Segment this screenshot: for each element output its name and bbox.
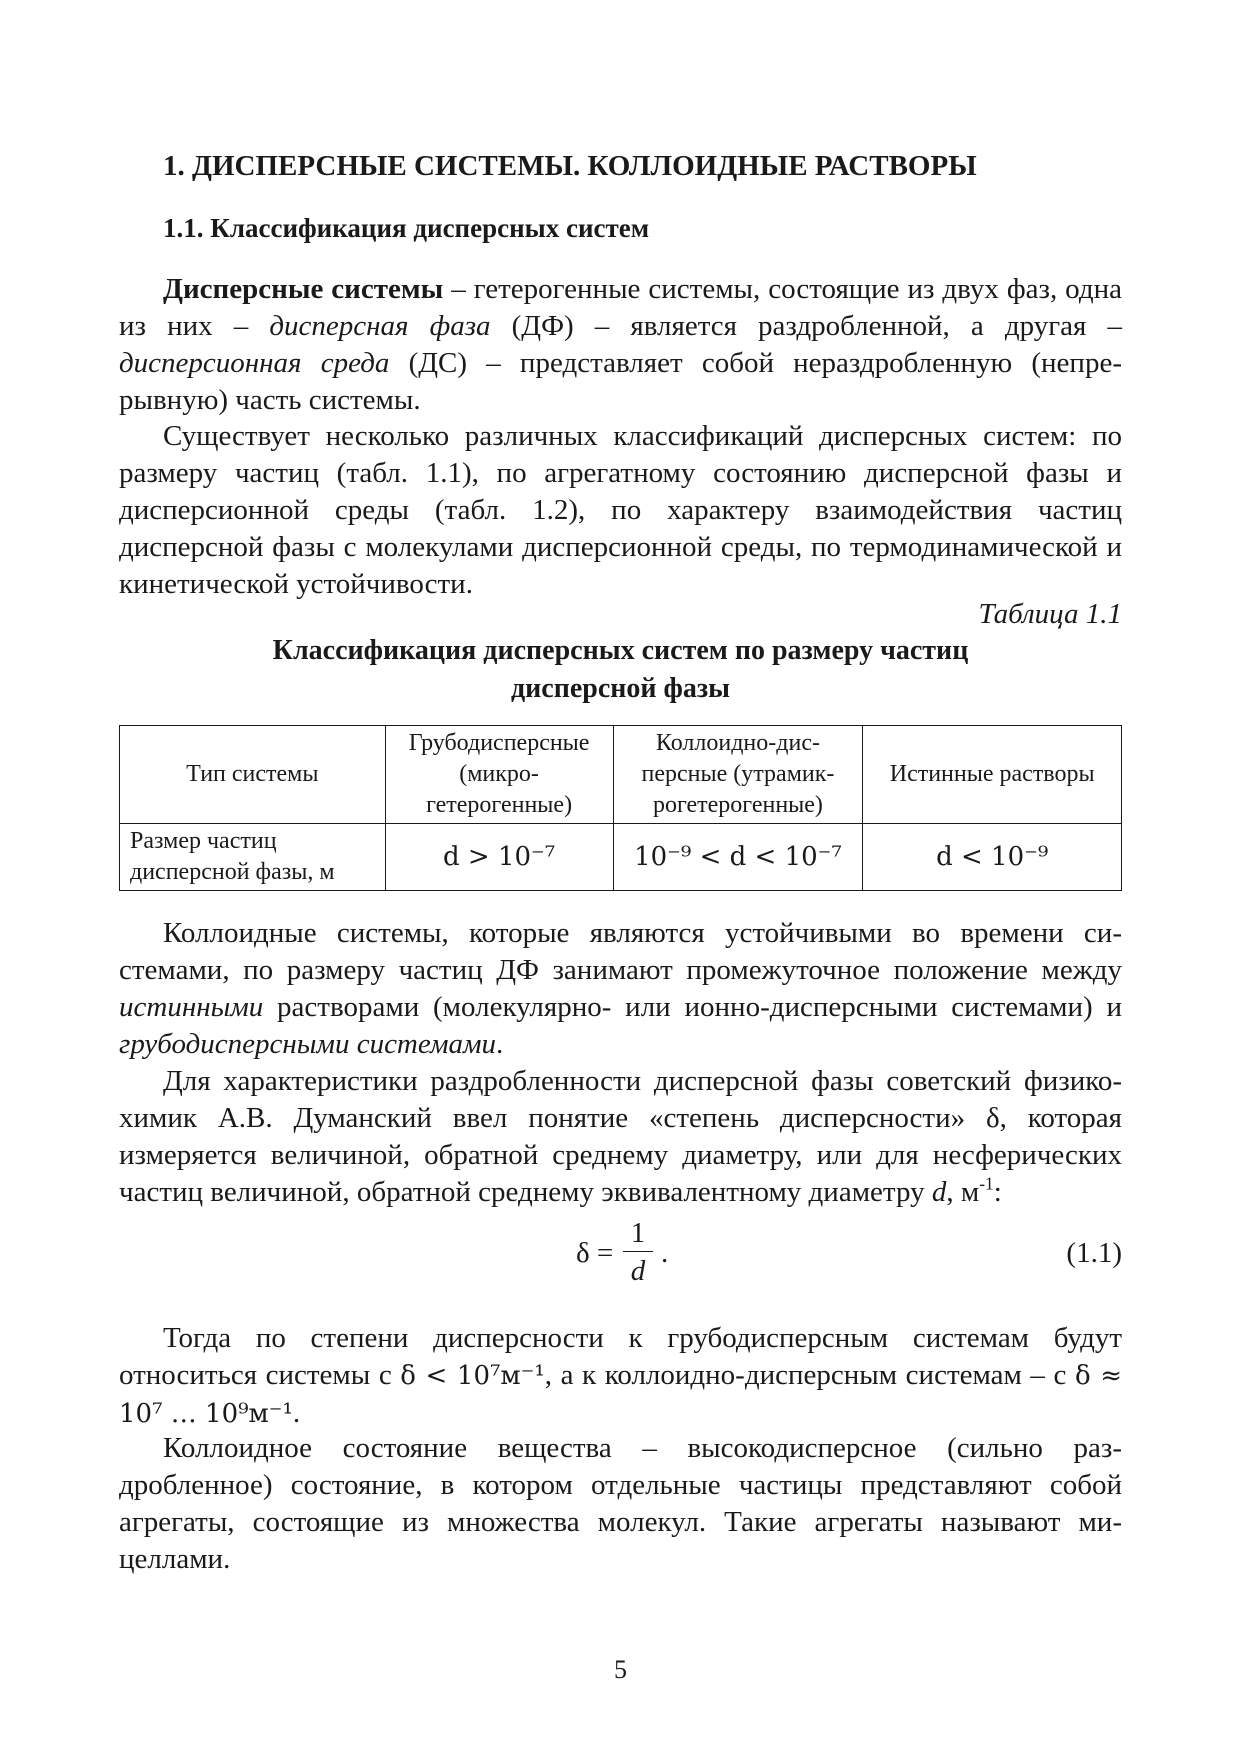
formula-denominator: d <box>630 1255 646 1287</box>
p4-text-3: : <box>993 1176 1002 1208</box>
p5-text-2: , а к коллоидно-дисперсным системам – с <box>544 1359 1075 1391</box>
math-coarse-range: δ < 10⁷м⁻¹ <box>400 1361 545 1391</box>
cell-true-size: d < 10⁻⁹ <box>863 824 1122 891</box>
header-cell-colloid: Коллоидно-дисперсные (утрамикрогетерогенные) <box>613 726 863 824</box>
table-label: Таблица 1.1 <box>978 598 1122 630</box>
table-title-line1: Классификация дисперсных систем по размеру частиц <box>272 635 969 666</box>
section-heading: 1.1. Классификация дисперсных систем <box>163 213 650 243</box>
classification-table <box>119 725 1122 891</box>
p1-text-1: – гетерогенные системы, состоящие из двух фаз, одна из них – <box>119 273 1122 342</box>
term-coarse-systems: грубодисперсными системами <box>119 1028 497 1060</box>
equation-number: (1.1) <box>1066 1237 1122 1269</box>
paragraph-colloid-systems <box>119 915 1122 1063</box>
term-dispersed-systems: Дисперсные системы <box>163 273 444 305</box>
formula-1-1 <box>119 1215 1122 1295</box>
p3-text-1: Коллоидные системы, которые являются устойчивыми во времени системами, по размеру частиц ДФ занимают промежуточное положение между <box>119 917 1122 986</box>
paragraph-definition <box>119 271 1122 419</box>
chapter-heading: 1. ДИСПЕРСНЫЕ СИСТЕМЫ. КОЛЛОИДНЫЕ РАСТВОРЫ <box>163 150 977 182</box>
cell-coarse-size: d > 10⁻⁷ <box>385 824 613 891</box>
formula-tail: . <box>661 1237 669 1269</box>
p5-text-3: . <box>292 1397 301 1429</box>
p1-text-3: (ДС) – представляет собой нераздробленную (непрерывную) часть системы. <box>119 347 1122 416</box>
table-title <box>119 632 1122 708</box>
header-cell-coarse: Грубодисперсные (микро-гетерогенные) <box>385 726 613 824</box>
formula-fraction <box>623 1215 653 1290</box>
p4-text-2: , м <box>946 1176 980 1208</box>
formula-lhs: δ = <box>576 1237 614 1269</box>
formula-numerator: 1 <box>630 1217 646 1249</box>
symbol-d: d <box>931 1176 947 1208</box>
term-dispersed-phase: дисперсная фаза <box>269 310 491 342</box>
p3-text-3: . <box>496 1028 504 1060</box>
row-label-particle-size: Размер частиц дисперсной фазы, м <box>120 824 386 891</box>
paragraph-dispersity <box>119 1063 1122 1211</box>
table-header-row <box>120 726 1122 824</box>
p1-text-2: (ДФ) – является раздробленной, а другая – <box>490 310 1122 342</box>
p4-exponent: -1 <box>979 1173 994 1194</box>
p5-text-1: Тогда по степени дисперсности к грубодисперсным системам будут относиться системы с <box>119 1322 1122 1391</box>
math-colloid-range: δ ≈ 10⁷ … 10⁹м⁻¹ <box>119 1361 1122 1429</box>
table-title-line2: дисперсной фазы <box>510 673 731 704</box>
p3-text-2: растворами (молекулярно- или ионно-дисперсными системами) и <box>263 991 1122 1023</box>
header-cell-true-solutions: Истинные растворы <box>863 726 1122 824</box>
paragraph-classifications: Существует несколько различных классификаций дисперсных систем: по размеру частиц (табл. 1.1), по агрегатному состоянию дисперсной фазы и дисперсионной среды (табл. 1.2), по характеру взаимодействия частиц дисперсной фазы с молекулами дисперсионной среды, по термодинамической и кинетической устойчивости. <box>119 420 1122 600</box>
table-row <box>120 824 1122 891</box>
p4-text-1: Для характеристики раздробленности дисперсной фазы советский физико-химик А.В. Думанский ввел понятие «степень дисперсности» δ, которая измеряется величиной, обратной среднему диаметру, или для несферических частиц величиной, обратной среднему эквивалентному диаметру <box>119 1065 1122 1208</box>
header-cell-system-type: Тип системы <box>120 726 386 824</box>
page-number: 5 <box>614 1655 627 1684</box>
term-true: истинными <box>119 991 264 1023</box>
cell-colloid-size: 10⁻⁹ < d < 10⁻⁷ <box>613 824 863 891</box>
paragraph-colloid-state: Коллоидное состояние вещества – высокодисперсное (сильно раздробленное) состояние, в котором отдельные частицы представляют собой агрегаты, состоящие из множества молекул. Такие агрегаты называют мицеллами. <box>119 1432 1122 1575</box>
term-dispersion-medium: дисперсионная среда <box>119 347 390 379</box>
paragraph-dispersity-ranges <box>119 1320 1122 1433</box>
